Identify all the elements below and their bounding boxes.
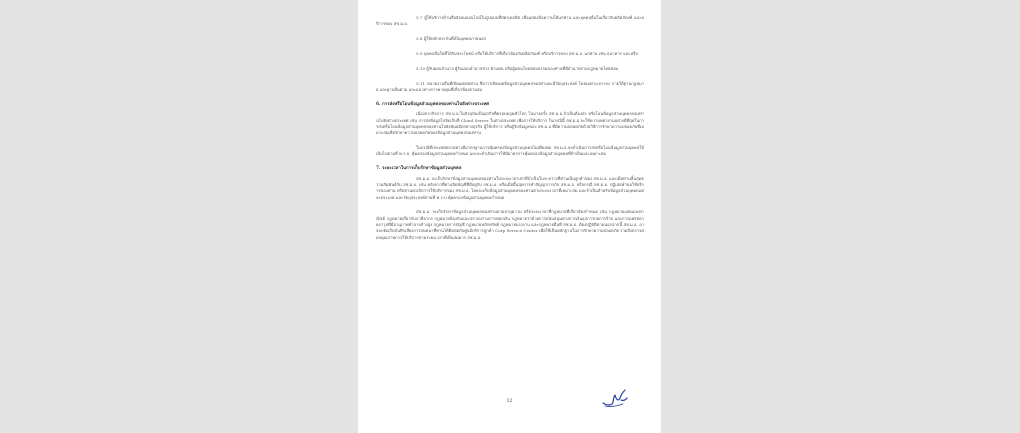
section-7-heading: 7. ระยะเวลาในการเก็บรักษาข้อมูลส่วนบุคคล	[376, 166, 462, 172]
paragraph-5-8: 5.8 ผู้ให้หลักประกันที่เป็นบุคคลภายนอก	[416, 36, 487, 42]
document-page	[358, 0, 661, 433]
page-number: 12	[506, 399, 513, 404]
section-6-paragraph-2: ในกรณีที่ประเทศปลายทางมีมาตรฐานการคุ้มครองข้อมูลส่วนบุคคลไม่เพียงพอ สช.ม.อ.จะดำเนินการส่งหรือโอนข้อมูลส่วนบุคคลให้เป็นไปตามที่ พ.ร.บ. คุ้มครองข้อมูลส่วนบุคคลกำหนด และจะดำเนินการให้มีมาตรการคุ้มครองข้อมูลส่วนบุคคลที่จำเป็นและเหมาะสม	[376, 145, 644, 157]
signature-icon	[601, 386, 629, 408]
paragraph-5-7: 5.7 ผู้ให้บริการด้านสื่อสังคมออนไลน์ในรูปแบบที่บัตรเครดิต เพื่อแสดงข้อความให้แก่ท่าน และบุคคลอื่นในเกี่ยวกับผลิตภัณฑ์ และบริการของ สช.ม.อ.	[376, 15, 644, 27]
paragraph-5-10: 5.10 ผู้รับมอบอำนาจ ผู้รับมอบอำนาจช่วง ตัวแทน หรือผู้แทนโดยชอบธรรมของท่านที่มีอำนาจตามกฎหมายโดยชอบ	[416, 65, 619, 71]
section-7-paragraph-2: สช.ม.อ. จะเก็บรักษาข้อมูลส่วนบุคคลของท่านตามอายุความ หรือระยะเวลาที่กฎหมายที่เกี่ยวข้องกำหนด เช่น กฎหมายแพ่งและพาณิชย์ กฎหมายเกี่ยวกับภาษีอากร กฎหมายป้องกันและปราบปรามการฟอกเงิน กฎหมายว่าด้วยการสนับสนุนทางการเงินแก่การก่อการร้าย และการแพร่ขยายอาวุธที่มีอานุภาพทำลายล้างสูง กฎหมายการบัญชี กฎหมายหลักทรัพย์ กฎหมายแรงงาน และกฎหมายอื่นที่ สช.ม.อ. ต้องปฏิบัติตามนอกจากนี้ สช.ม.อ. อาจจะจัดเก็บบันทึกเสียงการสนทนาที่ท่านได้ติดต่อกับศูนย์บริการลูกค้า Corp Service Center เพื่อใช้เป็นหลักฐานในการรักษาความปลอดภัย รวมถึงตรวจสอบคุณภาพการให้บริการตามระยะเวลาที่เห็นสมควร สช.ม.อ.	[376, 209, 644, 240]
paragraph-5-11: 5.11 หน่วยงานอื่นที่เปิดเผยต่อท่าน ซึ่งการเปิดเผยข้อมูลส่วนบุคคลของท่านจะมีวัตถุประสงค์ โดยเฉพาะเจาะจง ภายใต้ฐานกฎหมาย และฐานอื่นตาม และแนวทางการควบคุมที่เกี่ยวข้องตามสม	[376, 80, 644, 93]
paragraph-5-9: 5.9 บุคคลอื่นใดที่ได้รับประโยชน์ หรือให้บริการที่เกี่ยวข้องกับผลิตภัณฑ์ หรือบริการของ สช.ม.อ. แก่ท่าน เช่น ธนาคาร และหรือ	[416, 51, 638, 57]
section-7-paragraph-1: สช.ม.อ. จะเก็บรักษาข้อมูลส่วนบุคคลของท่านในระยะเวลาเท่าที่จำเป็นในระหว่างที่ท่านเป็นลูกค้าของ สช.ม.อ. และเมื่อท่านสิ้นสุดความสัมพันธ์กับ สช.ม.อ. เช่น หลังจากที่ท่านปิดบัญชีที่มีอยู่กับ สช.ม.อ. หรือเมื่อสิ้นสุดการทำสัญญาการกับ สช.ม.อ. หรือกรณี สช.ม.อ. ปฏิเสธคำขอใช้บริการของท่าน หรือท่านยกเลิกการใช้บริการของ สช.ม.อ. โดยจะเก็บข้อมูลส่วนบุคคลของท่านตามระยะเวลาที่เหมาะสม และจำเป็นสำหรับข้อมูลส่วนบุคคลแต่ละประเภท และวัตถุประสงค์ตามที่ พ.ร.บ.คุ้มครองข้อมูลส่วนบุคคลกำหนด	[376, 175, 644, 200]
section-6-heading: 6. การส่งหรือโอนข้อมูลส่วนบุคคลของท่านไปยังต่างประเทศ	[376, 102, 490, 108]
page-content	[376, 15, 644, 249]
section-6-paragraph-1: เนื่องจากกิจการ สช.ม.อ.ในปัจจุบันเป็นธุรกิจที่ครอบคลุมทั่วโลก ในบางครั้ง สช.ม.อ.จำเป็นต้องส่ง หรือโอนข้อมูลส่วนบุคคลของท่านไปยังต่างประเทศ เช่น การส่งข้อมูลไปจัดเก็บที่ Cloud Server ในต่างประเทศ เพื่อการให้บริการ ในกรณีนี้ สช.ม.อ.จะใช้ความพยายามอย่างดีที่สุดในการส่งหรือโอนข้อมูลส่วนบุคคลของท่านไปยังพันธมิตรทางธุรกิจ ผู้ให้บริการ หรือผู้รับข้อมูลของ สช.ม.อ.ที่มีความปลอดภัยด้วยวิธีการรักษาความปลอดภัยที่เหมาะสมเพื่อรักษาความปลอดภัยของข้อมูลส่วนบุคคลของท่าน	[376, 111, 644, 136]
